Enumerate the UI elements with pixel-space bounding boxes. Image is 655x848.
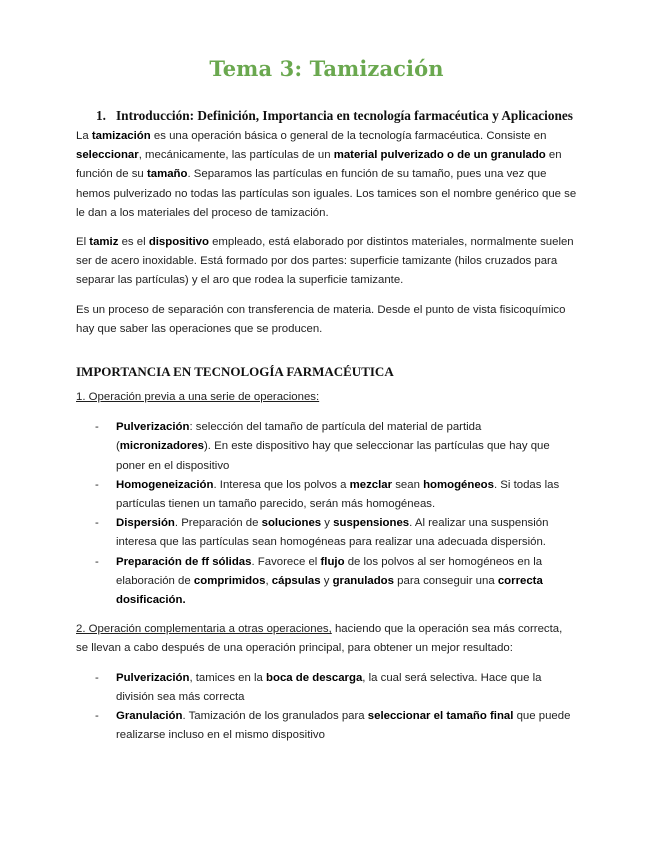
bold-term: soluciones [261,517,322,530]
bold-term: Granulación [116,710,183,723]
bold-term: tamaño [146,168,188,181]
bold-term: tamización [91,130,151,142]
text-run: . Al realizar una suspensión interesa que las partículas sean homogéneas para realizar una adecuada dispersión. [116,517,549,549]
text-run: , la cual será selectiva. Hace que la división sea más correcta [116,671,542,703]
bold-term: boca de descarga [266,671,363,684]
text-run: , mecánicamente, las partículas de un [138,149,334,162]
text-run: para conseguir una [393,574,498,587]
text-run: , tamices en la [189,671,267,684]
bold-term: micronizadores [119,440,204,453]
text-run: de los polvos al ser homogéneos en la elaboración de [116,555,543,587]
bold-term: granulados [332,574,394,587]
bold-term: homogéneos [423,478,494,491]
text-run: . Favorece el [251,555,321,568]
section-heading-text: Introducción: Definición, Importancia en tecnología farmacéutica y Aplicaciones [116,108,573,123]
text-run: que puede realizarse incluso en el mismo dispositivo [116,710,571,742]
text-run: haciendo que la operación sea más correcta, se llevan a cabo después de una operación principal, para obtener un mejor resultado: [76,623,563,655]
bold-term: flujo [320,555,345,568]
section-number: 1. [96,108,106,123]
list-operaciones-previas [76,418,577,610]
dash-bullet: - [95,421,99,434]
bold-term: mezclar [349,478,393,491]
text-run: . Interesa que los polvos a [213,478,350,491]
text-run: . Tamización de los granulados para [182,710,368,723]
bold-term: material pulverizado o de un granulado [333,149,546,162]
text-run: , [265,574,272,587]
bold-term: tamiz [89,236,119,249]
bold-term: suspensiones [333,517,410,530]
text-run: . Preparación de [174,517,262,530]
text-run: El [76,236,90,249]
bold-term: Pulverización [116,421,190,434]
list-item [76,418,577,476]
bold-term: cápsulas [271,574,321,587]
text-run: ). En este dispositivo hay que seleccionar las partículas que hay que poner en el dispositivo [116,440,550,472]
list-operaciones-complementarias [76,669,577,746]
bold-term: correcta dosificación. [116,574,543,607]
dash-bullet: - [95,710,99,723]
paragraph-definition [76,127,577,223]
paragraph-tamiz [76,233,577,291]
paragraph-proceso: Es un proceso de separación con transferencia de materia. Desde el punto de vista fisicoquímico hay que saber las operaciones que se producen. [76,303,566,335]
bold-term: seleccionar el tamaño final [367,710,514,723]
text-run: es una operación básica o general de la tecnología farmacéutica. Consiste en [150,130,547,142]
dash-bullet: - [95,478,99,491]
text-run: La [76,130,92,142]
bold-term: dispositivo [148,236,209,249]
list-item [76,707,577,745]
subheading-operacion-previa: 1. Operación previa a una serie de operaciones: [76,391,320,404]
bold-term: seleccionar [76,149,139,162]
dash-bullet: - [95,555,99,568]
text-run: sean [392,478,424,491]
list-item [76,476,577,514]
text-run: y [321,517,334,530]
text-run: . Si todas las partículas tienen un tamaño parecido, serán más homogéneas. [116,478,560,511]
text-run: en función de su [76,149,562,181]
bold-term: comprimidos [193,574,266,587]
text-run: es el [118,236,149,249]
underlined-text: 2. Operación complementaria a otras operaciones, [76,623,332,636]
section-heading-1 [96,107,577,124]
subheading-operacion-complementaria [76,620,577,658]
bold-term: Homogeneización [116,478,214,491]
dash-bullet: - [95,671,99,684]
bold-term: Pulverización [116,671,190,684]
bold-term: Preparación de ff sólidas [116,555,252,568]
text-run: . Separamos las partículas en función de su tamaño, pues una vez que hemos pulverizado no todas las partículas son iguales. Los tamices son el nombre genérico que se le dan a los materiales del proceso de tamización. [76,168,577,219]
list-item [76,514,577,552]
text-run: empleado, está elaborado por distintos materiales, normalmente suelen ser de acero inoxidable. Está formado por dos partes: superficie tamizante (hilos cruzados para separar las partículas) y el aro que rodea la superficie tamizante. [76,236,574,287]
text-run: : selección del tamaño de partícula del material de partida ( [116,421,482,453]
bold-term: Dispersión [116,517,175,530]
list-item [76,669,577,707]
text-run: y [320,574,333,587]
list-item [76,553,577,611]
section-heading-importancia: IMPORTANCIA EN TECNOLOGÍA FARMACÉUTICA [76,364,394,380]
dash-bullet: - [95,517,99,530]
page-title: Tema 3: Tamización [209,56,444,81]
